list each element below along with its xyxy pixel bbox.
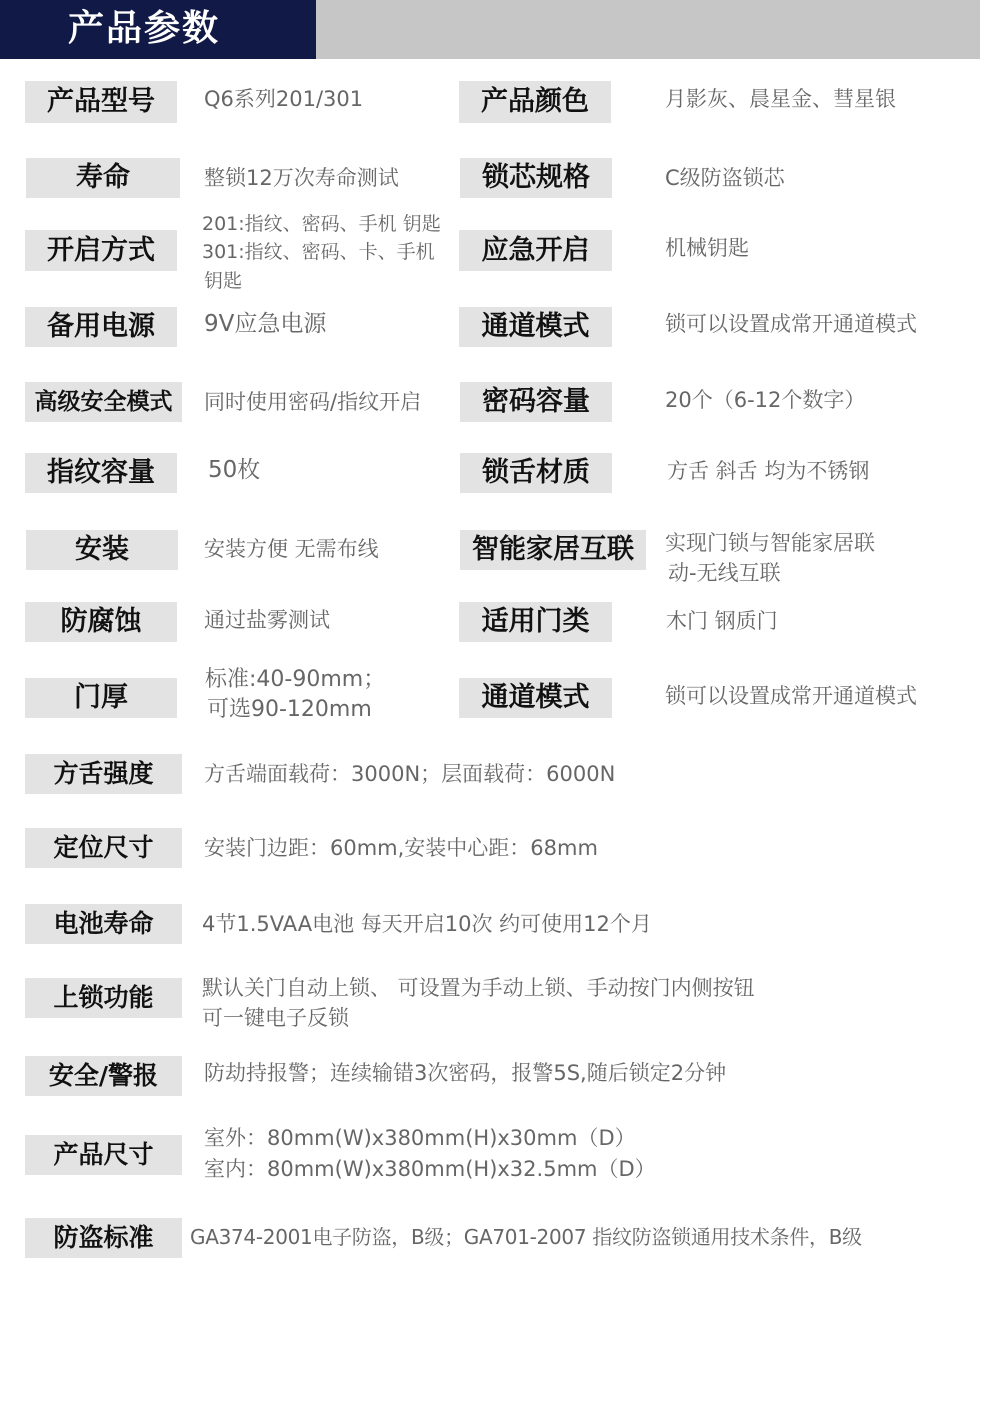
spec-label-open-mode: 开启方式 — [25, 230, 177, 271]
spec-label-install: 安装 — [26, 530, 178, 570]
spec-value-latch-material: 方舌 斜舌 均为不锈钢 — [667, 459, 870, 483]
spec-value-password-capacity: 20个（6-12个数字） — [665, 388, 866, 412]
spec-label-passage-mode-2: 通道模式 — [459, 678, 612, 718]
spec-value-door-type: 木门 钢质门 — [666, 609, 778, 633]
page-title: 产品参数 — [68, 8, 221, 49]
spec-label-model: 产品型号 — [25, 81, 177, 123]
spec-value-smart-home-line-1: 实现门锁与智能家居联 — [665, 531, 875, 555]
spec-value-core: C级防盗锁芯 — [665, 166, 785, 190]
spec-value-model: Q6系列201/301 — [204, 87, 364, 111]
spec-label-emergency-open: 应急开启 — [459, 230, 612, 271]
spec-label-advanced-security: 高级安全模式 — [25, 382, 182, 422]
spec-label-passage-mode: 通道模式 — [459, 307, 612, 347]
spec-label-bolt-strength: 方舌强度 — [25, 754, 182, 794]
spec-value-smart-home-line-2: 动-无线互联 — [668, 561, 781, 585]
spec-label-positioning: 定位尺寸 — [25, 828, 182, 868]
spec-label-lock-function: 上锁功能 — [25, 978, 182, 1018]
spec-value-passage-mode: 锁可以设置成常开通道模式 — [665, 312, 917, 336]
spec-value-open-mode-line-1: 201:指纹、密码、手机 钥匙 — [202, 213, 441, 235]
spec-label-door-thickness: 门厚 — [25, 678, 177, 718]
spec-value-product-size-line-2: 室内：80mm(W)x380mm(H)x32.5mm（D） — [204, 1157, 656, 1181]
spec-value-anticorrosion: 通过盐雾测试 — [204, 608, 330, 632]
spec-value-life: 整锁12万次寿命测试 — [204, 166, 399, 190]
spec-label-anticorrosion: 防腐蚀 — [25, 602, 177, 642]
spec-label-door-type: 适用门类 — [459, 602, 612, 642]
spec-value-lock-function-line-1: 默认关门自动上锁、 可设置为手动上锁、手动按门内侧按钮 — [202, 976, 755, 1000]
spec-value-security-alarm: 防劫持报警；连续输错3次密码，报警5S,随后锁定2分钟 — [204, 1061, 727, 1085]
header-title-box — [0, 0, 316, 59]
spec-label-fingerprint-capacity: 指纹容量 — [25, 453, 177, 493]
spec-value-battery-life: 4节1.5VAA电池 每天开启10次 约可使用12个月 — [202, 912, 652, 936]
spec-value-backup-power: 9V应急电源 — [204, 311, 327, 337]
spec-value-product-size-line-1: 室外：80mm(W)x380mm(H)x30mm（D） — [204, 1126, 636, 1150]
spec-value-lock-function-line-2: 可一键电子反锁 — [202, 1006, 349, 1030]
spec-label-smart-home: 智能家居互联 — [460, 530, 646, 570]
spec-label-latch-material: 锁舌材质 — [460, 453, 612, 493]
spec-label-battery-life: 电池寿命 — [25, 904, 182, 944]
spec-value-color: 月影灰、晨星金、彗星银 — [665, 87, 896, 111]
spec-label-product-size: 产品尺寸 — [25, 1135, 182, 1175]
spec-value-install: 安装方便 无需布线 — [204, 537, 379, 561]
spec-value-anti-theft-standard: GA374-2001电子防盗，B级；GA701-2007 指纹防盗锁通用技术条件，B级 — [190, 1225, 862, 1249]
spec-value-bolt-strength: 方舌端面载荷：3000N；层面载荷：6000N — [204, 762, 616, 786]
spec-label-password-capacity: 密码容量 — [460, 382, 612, 422]
spec-label-anti-theft-standard: 防盗标准 — [25, 1218, 182, 1258]
spec-value-open-mode-line-2: 301:指纹、密码、卡、手机 — [202, 241, 435, 263]
spec-value-door-thickness-line-2: 可选90-120mm — [207, 697, 372, 722]
spec-value-fingerprint-capacity: 50枚 — [208, 457, 261, 483]
spec-value-open-mode-line-3: 钥匙 — [204, 270, 243, 292]
spec-value-emergency-open: 机械钥匙 — [665, 236, 749, 260]
spec-label-core: 锁芯规格 — [460, 158, 612, 198]
spec-label-color: 产品颜色 — [459, 81, 611, 123]
spec-value-advanced-security: 同时使用密码/指纹开启 — [204, 390, 422, 414]
spec-value-door-thickness-line-1: 标准:40-90mm； — [205, 667, 386, 692]
spec-value-passage-mode-2: 锁可以设置成常开通道模式 — [665, 684, 917, 708]
spec-label-life: 寿命 — [26, 158, 180, 198]
spec-label-backup-power: 备用电源 — [25, 307, 177, 347]
spec-value-positioning: 安装门边距：60mm,安装中心距：68mm — [204, 836, 598, 860]
spec-label-security-alarm: 安全/警报 — [25, 1056, 182, 1096]
